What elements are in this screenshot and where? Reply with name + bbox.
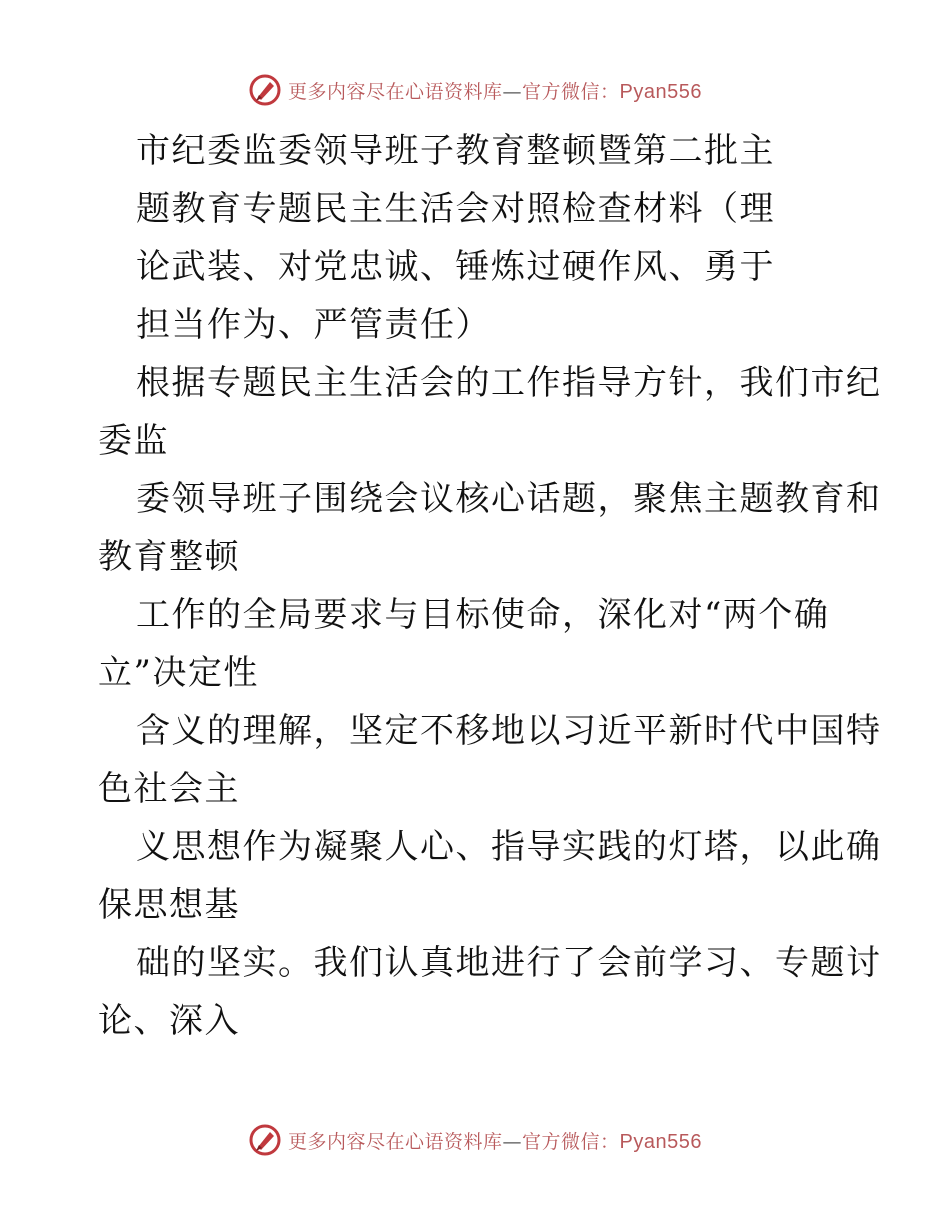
header-banner [0, 70, 950, 110]
document-body [98, 354, 882, 1050]
footer-banner-wechat-label: 官方微信： [522, 1130, 620, 1153]
header-banner-dash: — [502, 80, 523, 103]
title-line: 市纪委监委领导班子教育整顿暨第二批主 [136, 131, 775, 171]
body-line: 根据专题民主生活会的工作指导方针，我们市纪 [136, 363, 882, 403]
title-line: 论武装、对党忠诚、锤炼过硬作风、勇于 [136, 247, 775, 287]
body-line: 委领导班子围绕会议核心话题，聚焦主题教育和 [136, 479, 882, 519]
header-banner-slogan: 更多内容尽在心语资料库 [288, 80, 503, 103]
body-line: 色社会主 [98, 769, 240, 809]
body-line: 义思想作为凝聚人心、指导实践的灯塔，以此确 [136, 827, 882, 867]
body-line: 委监 [98, 421, 169, 461]
title-line: 题教育专题民主生活会对照检查材料（理 [136, 189, 775, 229]
body-line: 教育整顿 [98, 537, 240, 577]
header-banner-wechat-label: 官方微信： [522, 80, 620, 103]
pen-nib-logo-icon [248, 73, 282, 107]
header-banner-wechat-id: Pyan556 [619, 80, 702, 103]
footer-banner-text [288, 1127, 702, 1154]
footer-banner-wechat-id: Pyan556 [619, 1130, 702, 1153]
footer-banner-dash: — [502, 1130, 523, 1153]
pen-nib-logo-icon [248, 1123, 282, 1157]
document-title [136, 122, 776, 354]
body-line: 础的坚实。我们认真地进行了会前学习、专题讨 [136, 943, 882, 983]
footer-banner-slogan: 更多内容尽在心语资料库 [288, 1130, 503, 1153]
body-line: 含义的理解，坚定不移地以习近平新时代中国特 [136, 711, 882, 751]
body-line: 保思想基 [98, 885, 240, 925]
footer-banner [0, 1120, 950, 1160]
body-line: 立”决定性 [98, 653, 259, 693]
title-line: 担当作为、严管责任） [136, 305, 491, 345]
header-banner-text [288, 77, 702, 104]
body-line: 论、深入 [98, 1001, 240, 1041]
body-line: 工作的全局要求与目标使命，深化对“两个确 [136, 595, 830, 635]
